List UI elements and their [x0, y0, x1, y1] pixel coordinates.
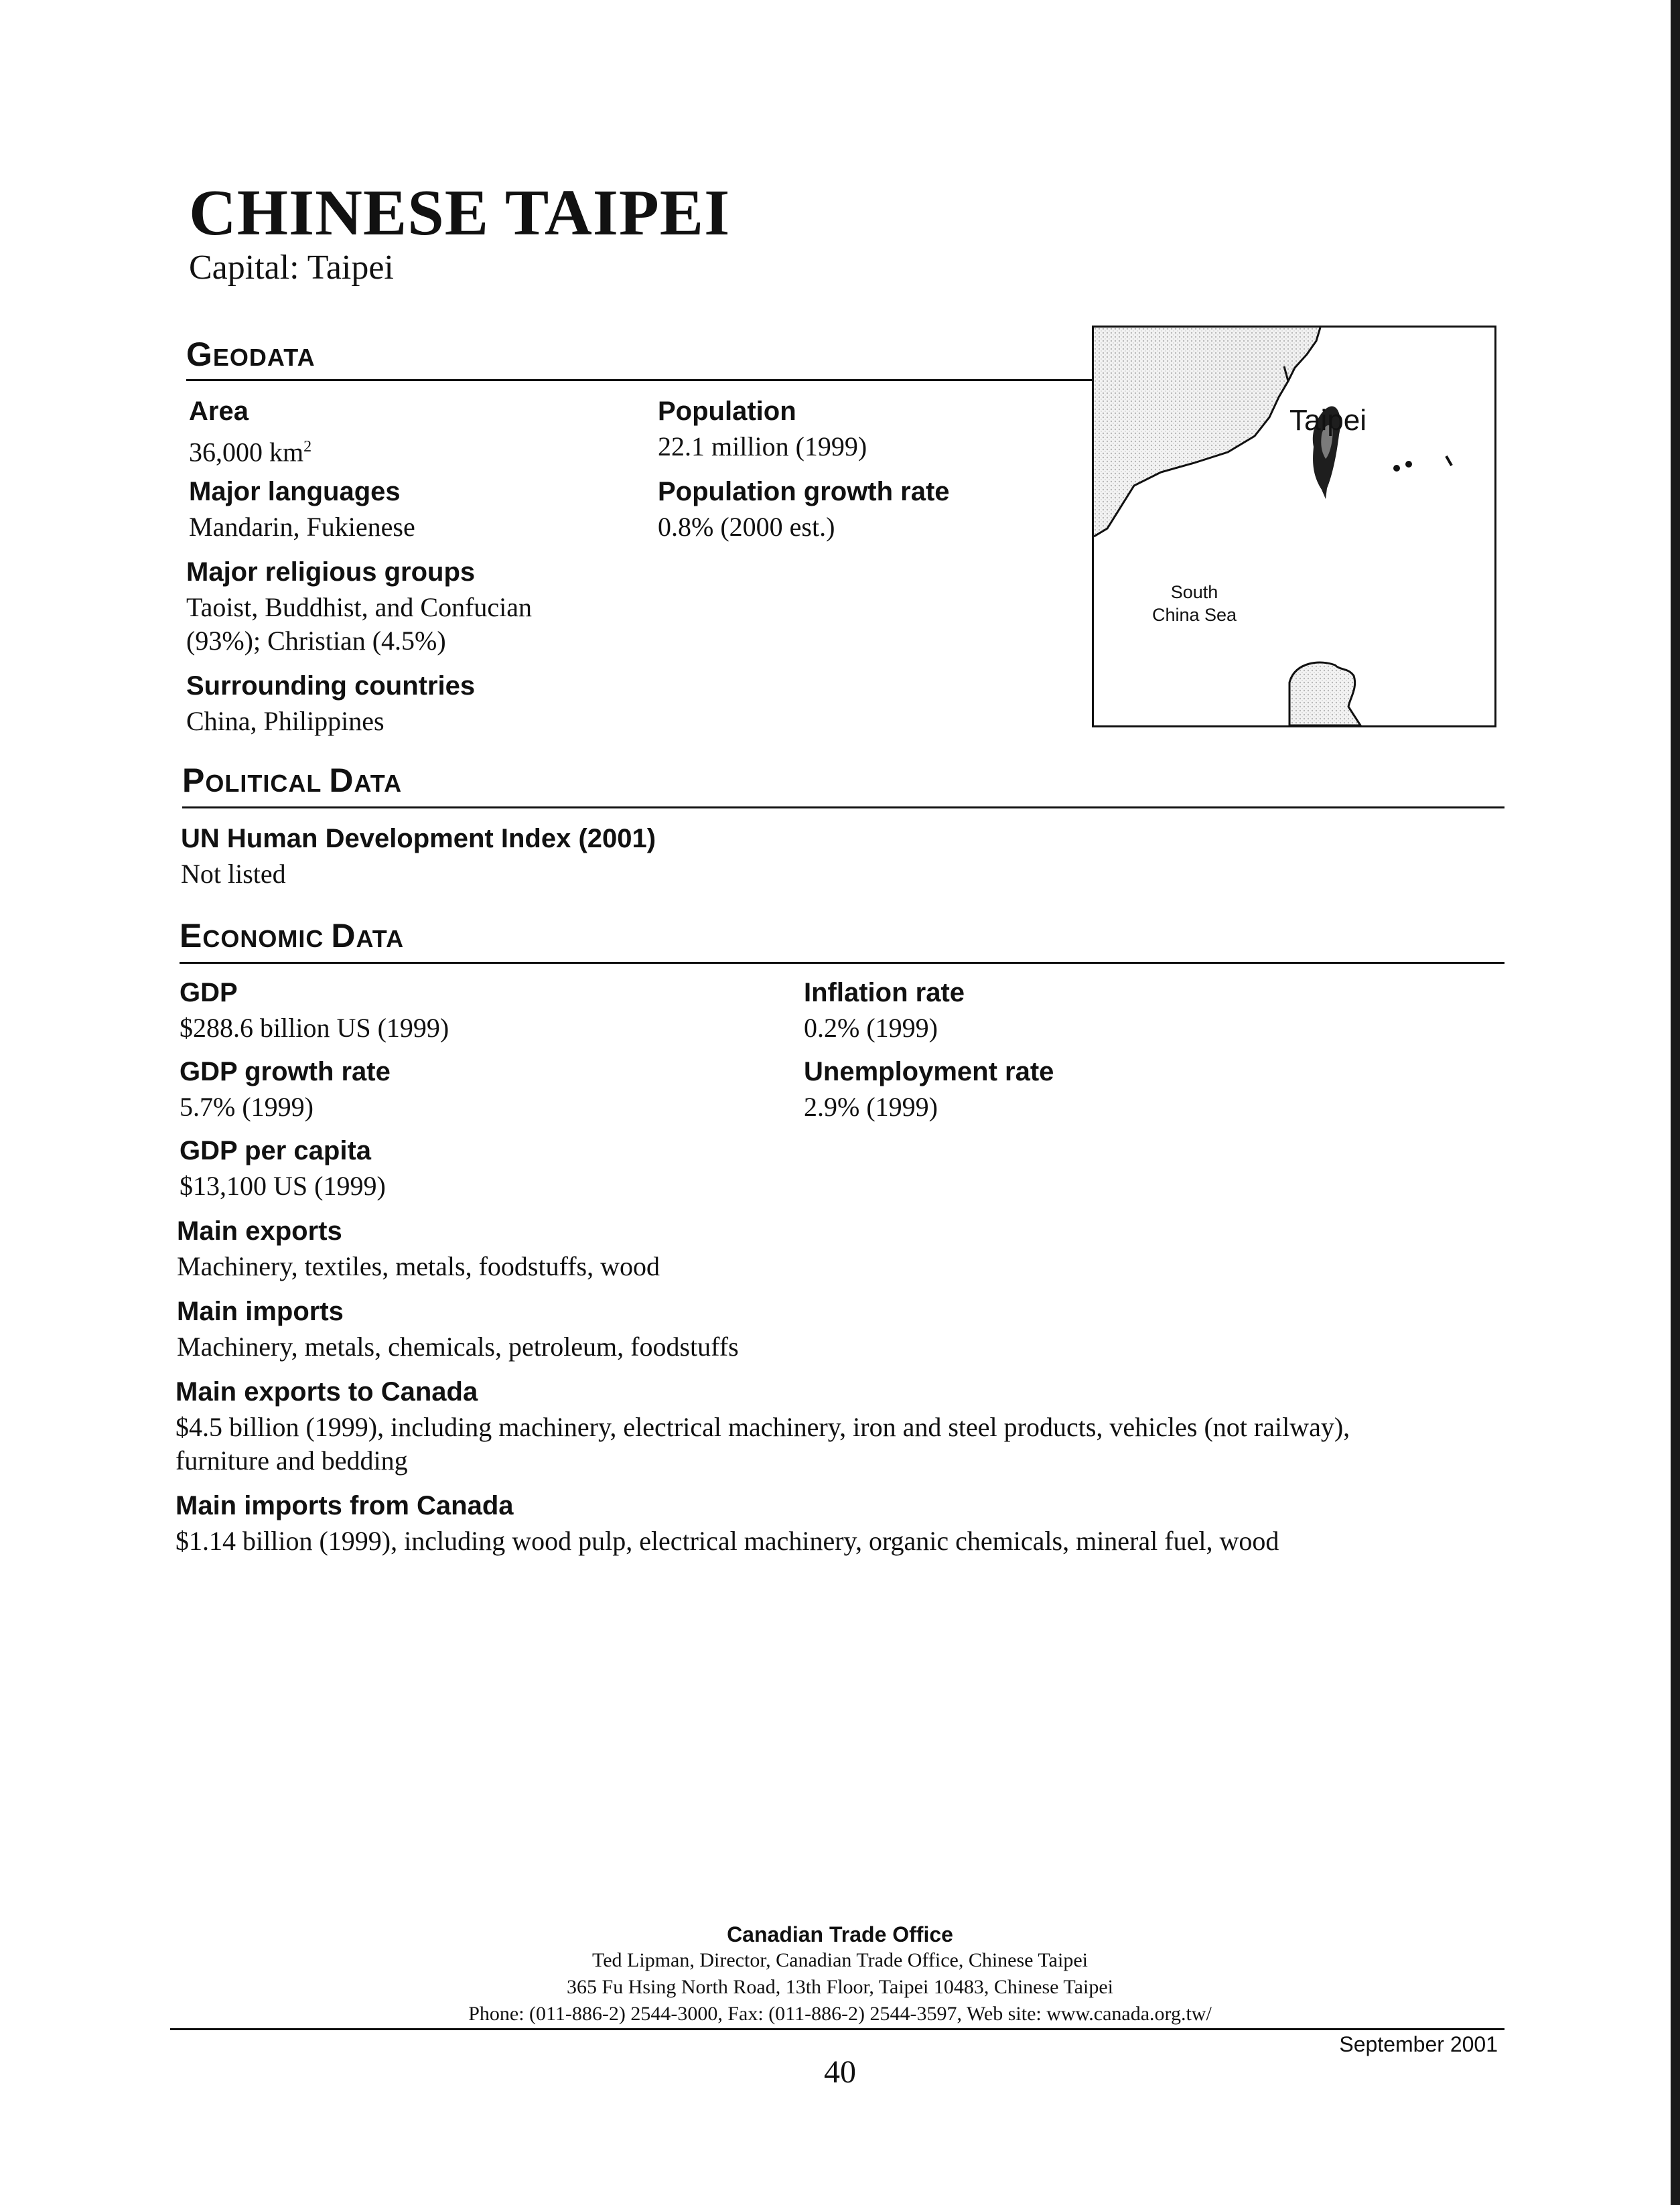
population-value: 22.1 million (1999)	[658, 431, 867, 461]
footer-office: Canadian Trade Office	[727, 1922, 953, 1946]
footer-rule	[170, 2028, 1504, 2030]
footer-date: September 2001	[1339, 2032, 1498, 2056]
imports-canada-label: Main imports from Canada	[176, 1491, 514, 1520]
gdp-capita-label: GDP per capita	[180, 1136, 372, 1165]
area-value	[189, 430, 311, 469]
languages-label: Major languages	[189, 477, 401, 506]
unemployment-label: Unemployment rate	[804, 1057, 1054, 1086]
geodata-heading	[186, 335, 316, 374]
political-heading-initial-p: P	[182, 762, 206, 799]
footer-contact-line2: 365 Fu Hsing North Road, 13th Floor, Taipei 10483, Chinese Taipei	[567, 1976, 1113, 1998]
political-heading	[182, 761, 402, 800]
surrounding-label: Surrounding countries	[186, 671, 476, 701]
economic-heading-conomic: CONOMIC	[202, 925, 324, 952]
map-sea-label	[1141, 581, 1248, 626]
mainland-landmass	[1094, 328, 1320, 537]
island-dot-1	[1393, 465, 1400, 472]
geodata-heading-rest: EODATA	[212, 344, 316, 371]
population-growth-value: 0.8% (2000 est.)	[658, 512, 835, 542]
page-number: 40	[824, 2054, 856, 2090]
page-title: CHINESE TAIPEI	[189, 177, 731, 249]
surrounding-value: China, Philippines	[186, 706, 384, 736]
economic-rule	[180, 962, 1504, 964]
political-rule	[182, 806, 1504, 808]
geodata-rule	[186, 379, 1093, 381]
economic-heading-initial-d: D	[331, 917, 356, 954]
exports-value: Machinery, textiles, metals, foodstuffs, wood	[177, 1251, 660, 1281]
religions-label: Major religious groups	[186, 557, 476, 587]
map-sea-label-line2: China Sea	[1151, 605, 1237, 625]
map-sea-label-line1: South	[1170, 582, 1218, 602]
area-value-superscript: 2	[303, 438, 312, 455]
imports-value: Machinery, metals, chemicals, petroleum, foodstuffs	[177, 1332, 739, 1362]
gdp-growth-label: GDP growth rate	[180, 1057, 391, 1086]
geodata-heading-initial: G	[186, 336, 213, 373]
page-edge-shadow	[1671, 0, 1680, 2205]
unemployment-value: 2.9% (1999)	[804, 1092, 938, 1122]
area-value-text: 36,000 km	[189, 437, 304, 468]
political-heading-initial-d: D	[329, 762, 354, 799]
locator-map	[1092, 326, 1496, 727]
area-label: Area	[189, 397, 249, 426]
inflation-value: 0.2% (1999)	[804, 1013, 938, 1043]
luzon-landmass	[1289, 662, 1360, 725]
footer-contact-line3: Phone: (011-886-2) 2544-3000, Fax: (011-886-2) 2544-3597, Web site: www.canada.org.tw/	[468, 2003, 1212, 2025]
gdp-label: GDP	[180, 978, 238, 1007]
footer-contact-line1: Ted Lipman, Director, Canadian Trade Office, Chinese Taipei	[592, 1949, 1088, 1971]
inflation-label: Inflation rate	[804, 978, 965, 1007]
political-heading-ata: ATA	[354, 770, 403, 797]
map-city-label: Taipei	[1289, 404, 1367, 437]
hdi-label: UN Human Development Index (2001)	[181, 824, 656, 853]
gdp-value: $288.6 billion US (1999)	[180, 1013, 449, 1043]
imports-label: Main imports	[177, 1297, 344, 1326]
religions-value-line1: Taoist, Buddhist, and Confucian	[186, 592, 533, 622]
capital-subtitle: Capital: Taipei	[189, 248, 394, 287]
economic-heading-ata: ATA	[356, 925, 405, 952]
economic-heading-initial-e: E	[180, 917, 203, 954]
gdp-capita-value: $13,100 US (1999)	[180, 1171, 386, 1201]
island-dot-3	[1446, 456, 1452, 466]
imports-canada-value: $1.14 billion (1999), including wood pulp, electrical machinery, organic chemicals, mineral fuel, wood	[176, 1526, 1279, 1556]
gdp-growth-value: 5.7% (1999)	[180, 1092, 313, 1122]
languages-value: Mandarin, Fukienese	[189, 512, 415, 542]
exports-canada-value-line1: $4.5 billion (1999), including machinery, electrical machinery, iron and steel products, vehicles (not railway),	[176, 1412, 1350, 1442]
economic-heading	[180, 916, 404, 955]
map-drawing	[1094, 328, 1494, 725]
political-heading-olitical: OLITICAL	[205, 770, 322, 797]
hdi-value: Not listed	[181, 859, 286, 889]
population-growth-label: Population growth rate	[658, 477, 950, 506]
religions-value-line2: (93%); Christian (4.5%)	[186, 626, 446, 656]
exports-canada-label: Main exports to Canada	[176, 1377, 478, 1407]
island-dot-2	[1405, 461, 1412, 468]
population-label: Population	[658, 397, 796, 426]
exports-label: Main exports	[177, 1216, 342, 1246]
exports-canada-value-line2: furniture and bedding	[176, 1445, 408, 1476]
